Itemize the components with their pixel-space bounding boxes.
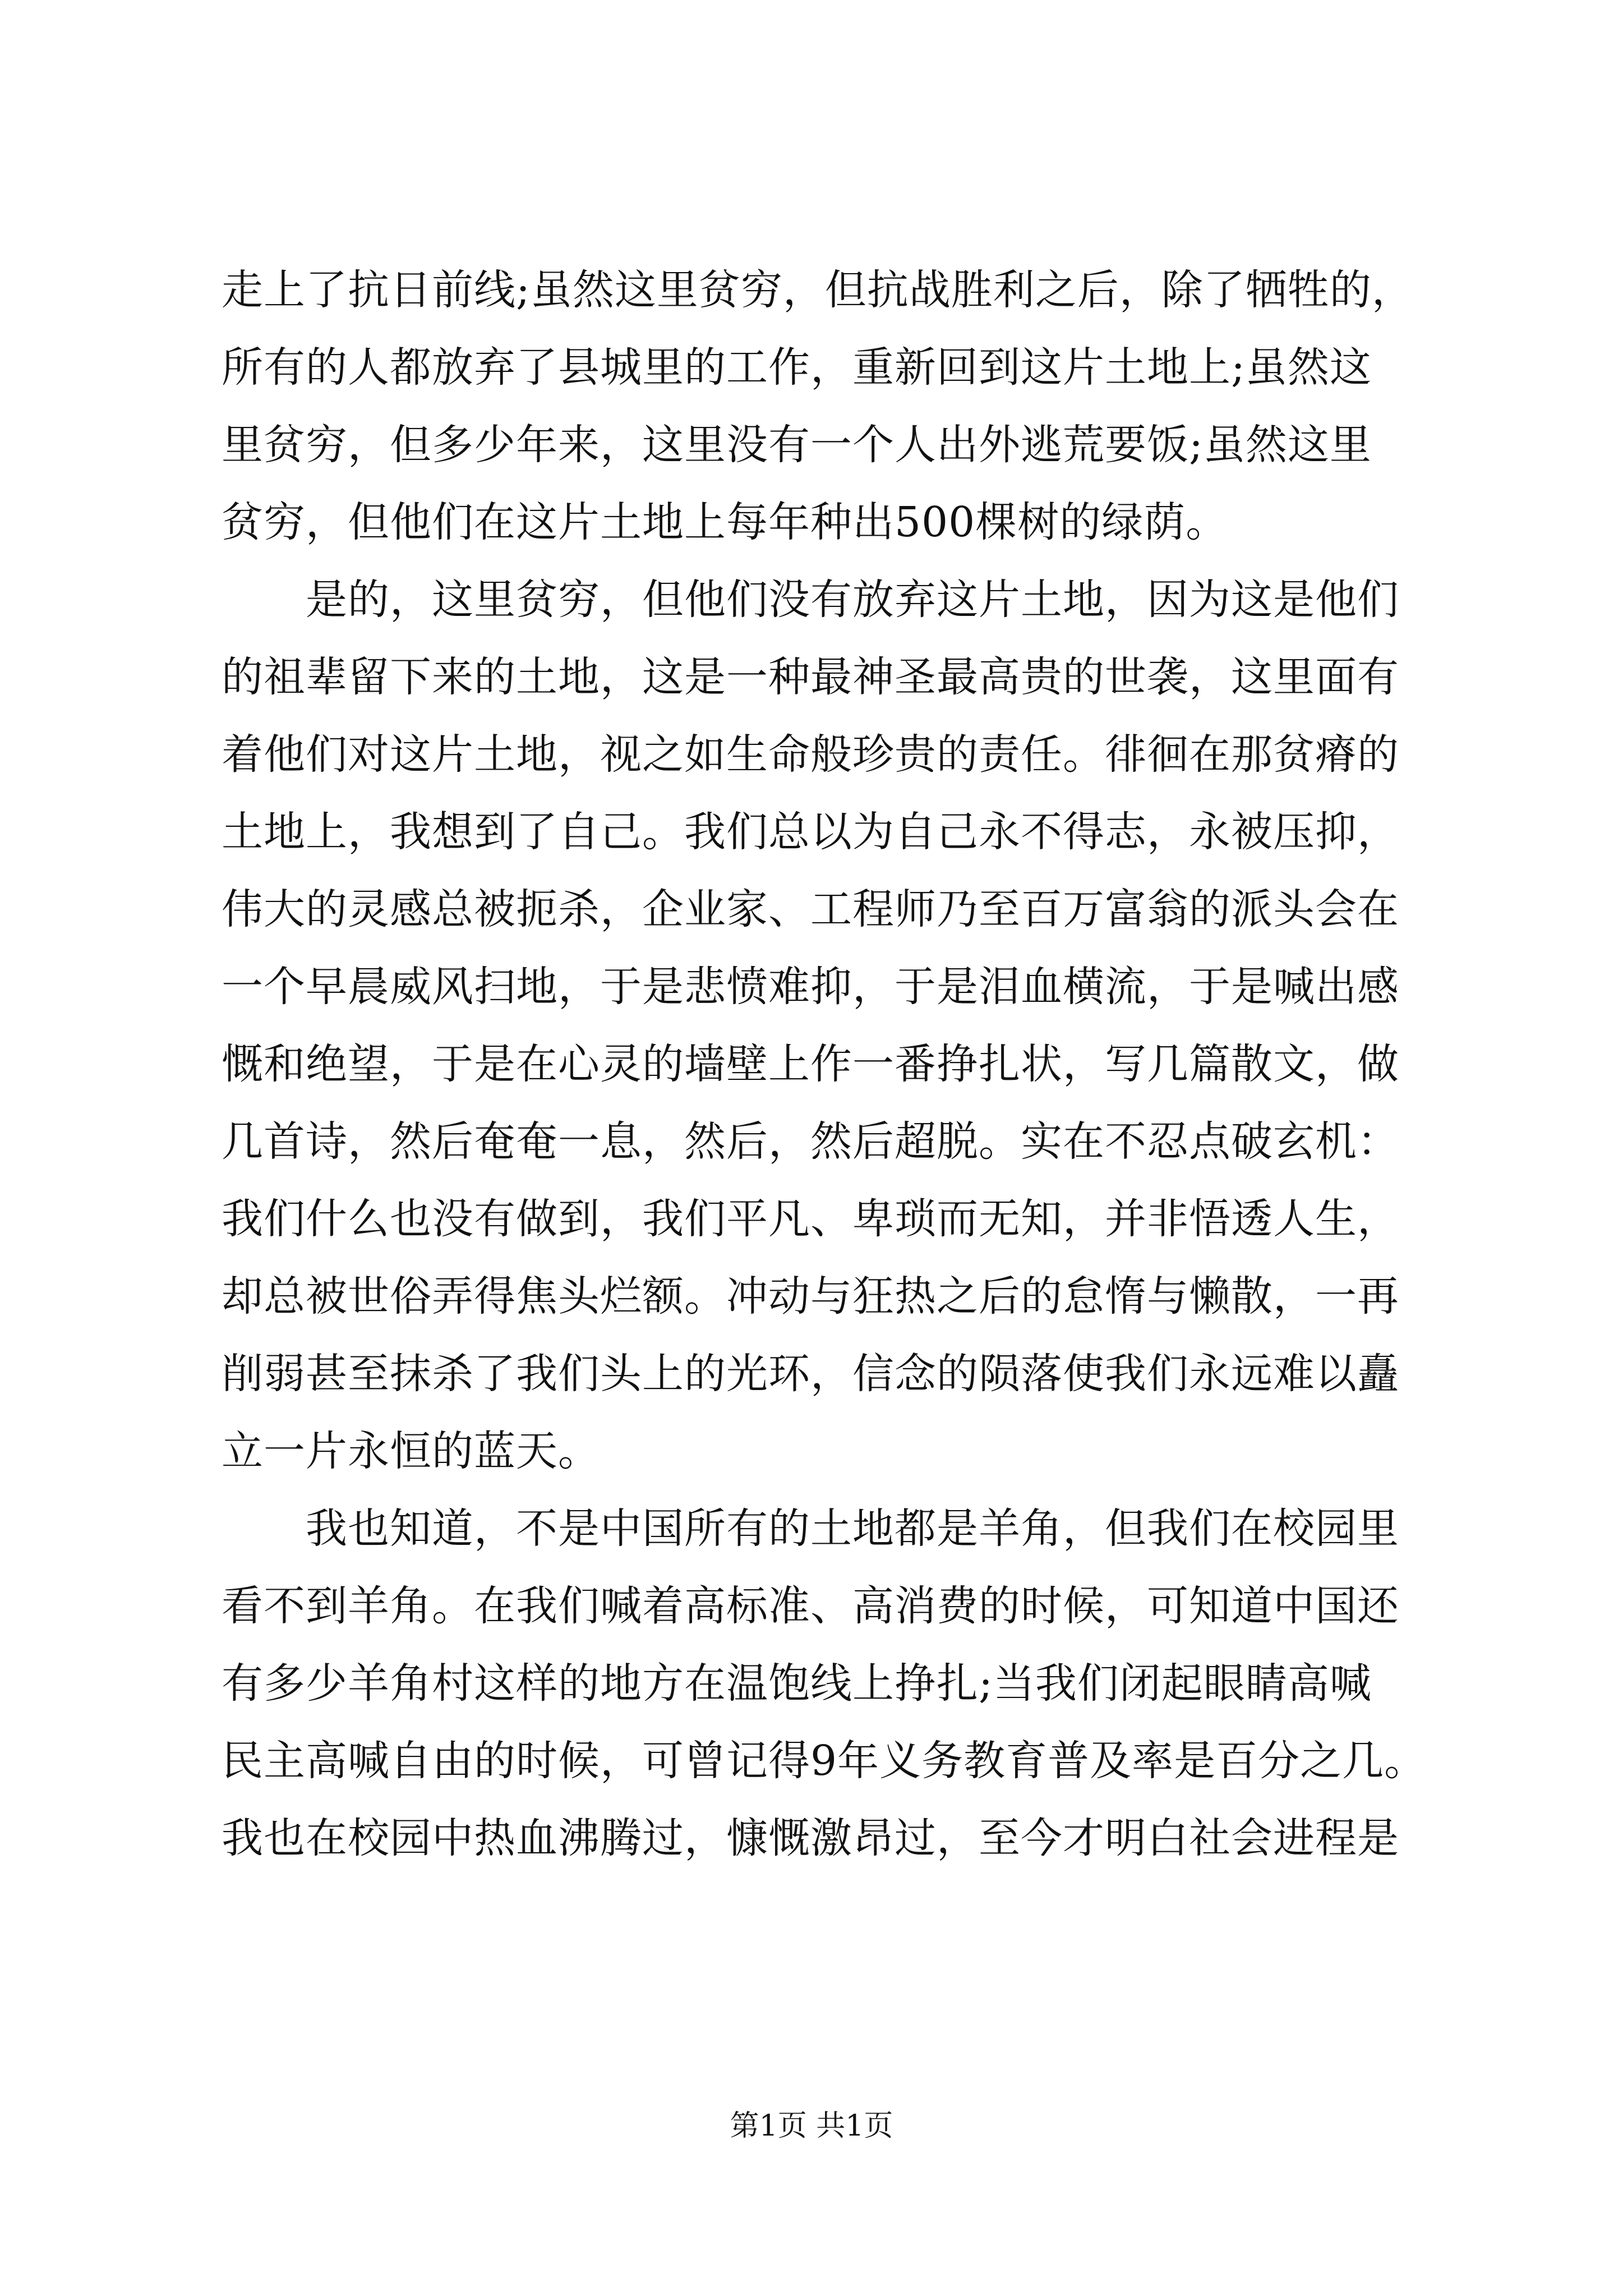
- text-line: 我也在校园中热血沸腾过，慷慨激昂过，至今才明白社会进程是: [222, 1814, 1399, 1862]
- text-line: 所有的人都放弃了县城里的工作，重新回到这片土地上;虽然这: [222, 343, 1372, 392]
- text-line: 是的，这里贫穷，但他们没有放弃这片土地，因为这是他们: [222, 576, 1399, 624]
- text-line: 立一片永恒的蓝天。: [222, 1427, 600, 1475]
- text-line: 土地上，我想到了自己。我们总以为自己永不得志，永被压抑，: [222, 808, 1399, 856]
- text-line: 伟大的灵感总被扼杀，企业家、工程师乃至百万富翁的派头会在: [222, 885, 1399, 933]
- text-line: 却总被世俗弄得焦头烂额。冲动与狂热之后的怠惰与懒散，一再: [222, 1272, 1399, 1320]
- text-line: 着他们对这片土地，视之如生命般珍贵的责任。徘徊在那贫瘠的: [222, 730, 1399, 779]
- text-line: 我们什么也没有做到，我们平凡、卑琐而无知，并非悟透人生，: [222, 1195, 1399, 1243]
- text-line: 几首诗，然后奄奄一息，然后，然后超脱。实在不忍点破玄机：: [222, 1117, 1399, 1166]
- text-line: 的祖辈留下来的土地，这是一种最神圣最高贵的世袭，这里面有: [222, 653, 1399, 701]
- text-line: 看不到羊角。在我们喊着高标准、高消费的时候，可知道中国还: [222, 1582, 1399, 1630]
- text-line: 我也知道，不是中国所有的土地都是羊角，但我们在校园里: [222, 1504, 1399, 1553]
- text-line: 一个早晨威风扫地，于是悲愤难抑，于是泪血横流，于是喊出感: [222, 963, 1399, 1011]
- text-line: 民主高喊自由的时候，可曾记得9年义务教育普及率是百分之几。: [222, 1737, 1427, 1785]
- text-line: 削弱甚至抹杀了我们头上的光环，信念的陨落使我们永远难以矗: [222, 1350, 1399, 1398]
- text-line: 贫穷，但他们在这片土地上每年种出500棵树的绿荫。: [222, 498, 1228, 546]
- text-line: 里贫穷，但多少年来，这里没有一个人出外逃荒要饭;虽然这里: [222, 421, 1372, 469]
- text-line: 慨和绝望，于是在心灵的墙壁上作一番挣扎状，写几篇散文，做: [222, 1040, 1399, 1088]
- text-line: 有多少羊角村这样的地方在温饱线上挣扎;当我们闭起眼睛高喊: [222, 1659, 1372, 1708]
- text-line: 走上了抗日前线;虽然这里贫穷，但抗战胜利之后，除了牺牲的，: [222, 266, 1414, 314]
- page-number-footer: 第1页 共1页: [730, 2109, 893, 2143]
